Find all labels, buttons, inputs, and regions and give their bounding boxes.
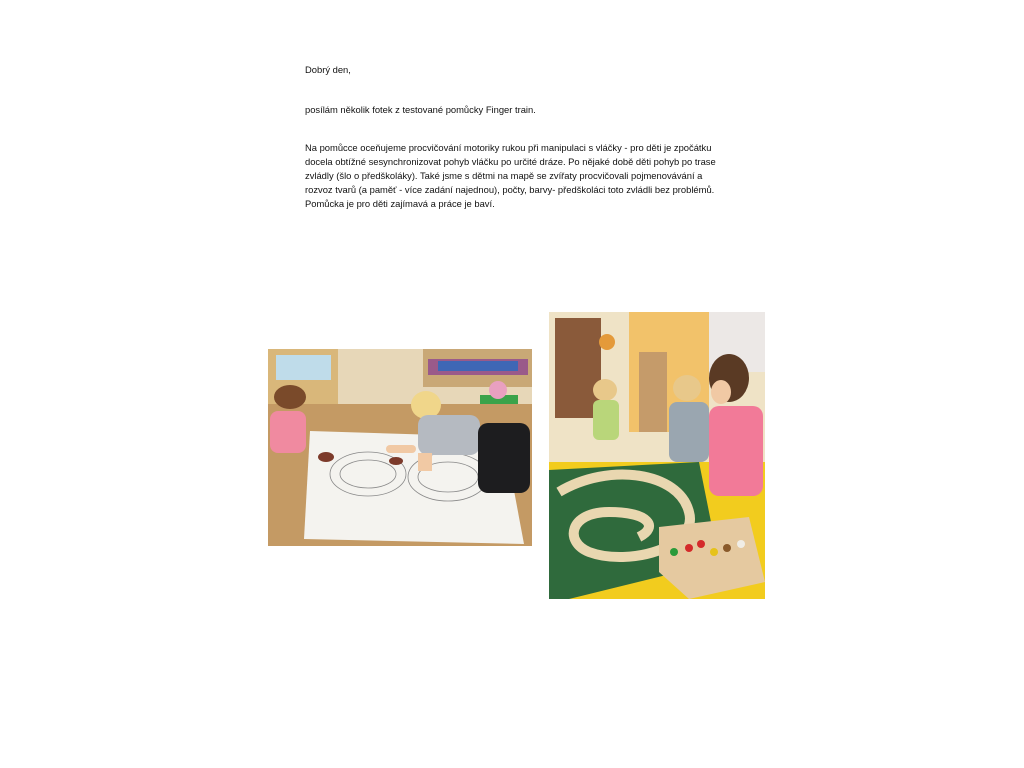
children-at-table-photo (549, 312, 765, 599)
children-drawing-track-photo (268, 349, 532, 546)
greeting: Dobrý den, (305, 64, 351, 75)
body-line: Pomůcka je pro děti zajímavá a práce je baví. (305, 198, 495, 209)
body-line: docela obtížné sesynchronizovat pohyb vláčku po určité dráze. Po nějaké době děti pohyb po trase (305, 156, 716, 167)
letter-text (305, 63, 725, 211)
body-line: Na pomůcce oceňujeme procvičování motoriky rukou při manipulaci s vláčky - pro děti je zpočátku (305, 142, 712, 153)
intro-line: posílám několik fotek z testované pomůcky Finger train. (305, 104, 536, 115)
body-line: rozvoz tvarů (a paměť - více zadání najednou), počty, barvy- předškoláci toto zvládli bez problémů. (305, 184, 715, 195)
body-line: zvládly (šlo o předškoláky). Také jsme s dětmi na mapě se zvířaty procvičovali pojmenovávání a (305, 170, 703, 181)
